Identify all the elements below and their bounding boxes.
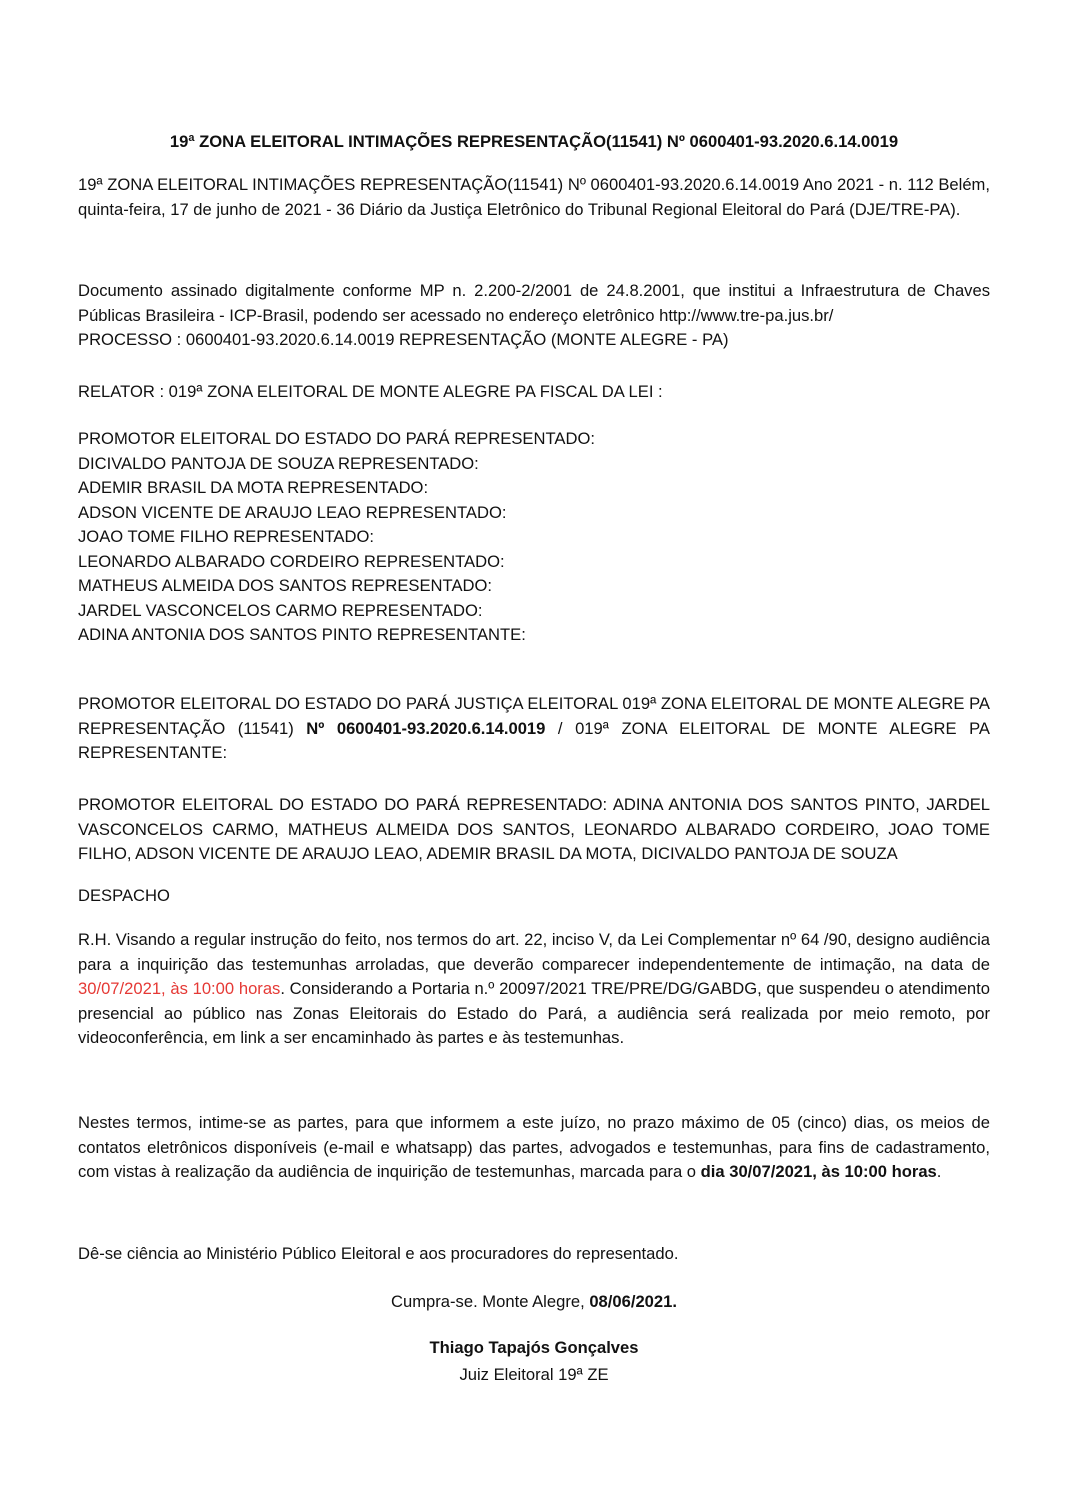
intro-text: 19ª ZONA ELEITORAL INTIMAÇÕES REPRESENTAÇÃO(11541) Nº 0600401-93.2020.6.14.0019 Ano 2021 - n. 112 Belém, quinta-feira, 17 de junho de 2021 - 36 Diário da Justiça Eletrônico do Tribunal Regional Eleitoral do Pará (DJE/TRE-PA). — [78, 175, 990, 219]
court-header-paragraph — [78, 692, 990, 766]
party-line: DICIVALDO PANTOJA DE SOUZA REPRESENTADO: — [78, 453, 479, 473]
despacho-p1-suffix: . Considerando a Portaria n.º 20097/2021 TRE/PRE/DG/GABDG, que suspendeu o atendimento presencial ao público nas Zonas Eleitorais do Estado do Pará, a audiência será realizada por meio remoto, por videoconferência, em link a ser encaminhado às partes e às testemunhas. — [78, 979, 990, 1047]
represented-text: PROMOTOR ELEITORAL DO ESTADO DO PARÁ REPRESENTADO: ADINA ANTONIA DOS SANTOS PINTO, JARDEL VASCONCELOS CARMO, MATHEUS ALMEIDA DOS SANTOS, LEONARDO ALBARADO CORDEIRO, JOAO TOME FILHO, ADSON VICENTE DE ARAUJO LEAO, ADEMIR BRASIL DA MOTA, DICIVALDO PANTOJA DE SOUZA — [78, 795, 990, 863]
despacho-p1-prefix: R.H. Visando a regular instrução do feito, nos termos do art. 22, inciso V, da Lei Complementar nº 64 /90, designo audiência para a inquirição das testemunhas arroladas, que deverão comparecer independentemente de intimação, na data de — [78, 930, 990, 974]
closing-date: 08/06/2021. — [589, 1292, 677, 1311]
despacho-paragraph-3 — [78, 1242, 990, 1267]
despacho-p2-prefix: Nestes termos, intime-se as partes, para que informem a este juízo, no prazo máximo de 05 (cinco) dias, os meios de contatos eletrônicos disponíveis (e-mail e whatsapp) das partes, advogados e testemunhas, para fins de cadastramento, com vistas à realização da audiência de inquirição de testemunhas, marcada para o — [78, 1113, 990, 1181]
signature-note-paragraph — [78, 279, 990, 353]
party-line: LEONARDO ALBARADO CORDEIRO REPRESENTADO: — [78, 551, 505, 571]
intro-paragraph — [78, 173, 990, 222]
judge-title: Juiz Eleitoral 19ª ZE — [459, 1365, 609, 1384]
closing-place-date — [78, 1290, 990, 1315]
court-header-suffix: / 019ª ZONA ELEITORAL DE MONTE ALEGRE PA REPRESENTANTE: — [78, 718, 990, 762]
closing-place: Cumpra-se. Monte Alegre, — [391, 1292, 590, 1311]
court-header-text — [78, 692, 990, 766]
hearing-date-bold: dia 30/07/2021, às 10:00 horas — [700, 1162, 937, 1181]
process-number-bold: Nº 0600401-93.2020.6.14.0019 — [306, 718, 546, 738]
despacho-heading: DESPACHO — [78, 886, 170, 905]
parties-list — [78, 427, 990, 648]
relator-paragraph — [78, 380, 990, 405]
represented-paragraph — [78, 793, 990, 867]
party-line: ADEMIR BRASIL DA MOTA REPRESENTADO: — [78, 478, 429, 497]
process-line: PROCESSO : 0600401-93.2020.6.14.0019 REPRESENTAÇÃO (MONTE ALEGRE - PA) — [78, 330, 729, 349]
signature-note-text: Documento assinado digitalmente conforme MP n. 2.200-2/2001 de 24.8.2001, que institui a Infraestrutura de Chaves Públicas Brasileira - ICP-Brasil, podendo ser acessado no endereço eletrônico http://www.tre-pa.jus.br/ — [78, 281, 990, 325]
party-line: PROMOTOR ELEITORAL DO ESTADO DO PARÁ REPRESENTADO: — [78, 429, 595, 448]
despacho-paragraph-1 — [78, 928, 990, 1051]
despacho-heading-block — [78, 884, 990, 909]
party-line: MATHEUS ALMEIDA DOS SANTOS REPRESENTADO: — [78, 576, 493, 595]
party-line: JARDEL VASCONCELOS CARMO REPRESENTADO: — [78, 600, 483, 620]
despacho-p2-suffix: . — [936, 1162, 942, 1181]
despacho-p3-text: Dê-se ciência ao Ministério Público Eleitoral e aos procuradores do representado. — [78, 1244, 679, 1263]
party-line: ADSON VICENTE DE ARAUJO LEAO REPRESENTADO: — [78, 502, 507, 522]
despacho-p2-text — [78, 1111, 990, 1185]
court-header-prefix: PROMOTOR ELEITORAL DO ESTADO DO PARÁ JUSTIÇA ELEITORAL 019ª ZONA ELEITORAL DE MONTE ALEGRE PA REPRESENTAÇÃO (11541) — [78, 694, 990, 738]
hearing-date-highlight: 30/07/2021, às 10:00 horas — [78, 979, 281, 998]
party-line: JOAO TOME FILHO REPRESENTADO: — [78, 527, 374, 546]
relator-text: RELATOR : 019ª ZONA ELEITORAL DE MONTE ALEGRE PA FISCAL DA LEI : — [78, 382, 663, 401]
document-title: 19ª ZONA ELEITORAL INTIMAÇÕES REPRESENTAÇÃO(11541) Nº 0600401-93.2020.6.14.0019 — [169, 132, 899, 151]
despacho-p1-text — [78, 928, 990, 1051]
party-line: ADINA ANTONIA DOS SANTOS PINTO REPRESENTANTE: — [78, 625, 526, 644]
despacho-paragraph-2 — [78, 1111, 990, 1185]
judge-name: Thiago Tapajós Gonçalves — [429, 1338, 639, 1357]
